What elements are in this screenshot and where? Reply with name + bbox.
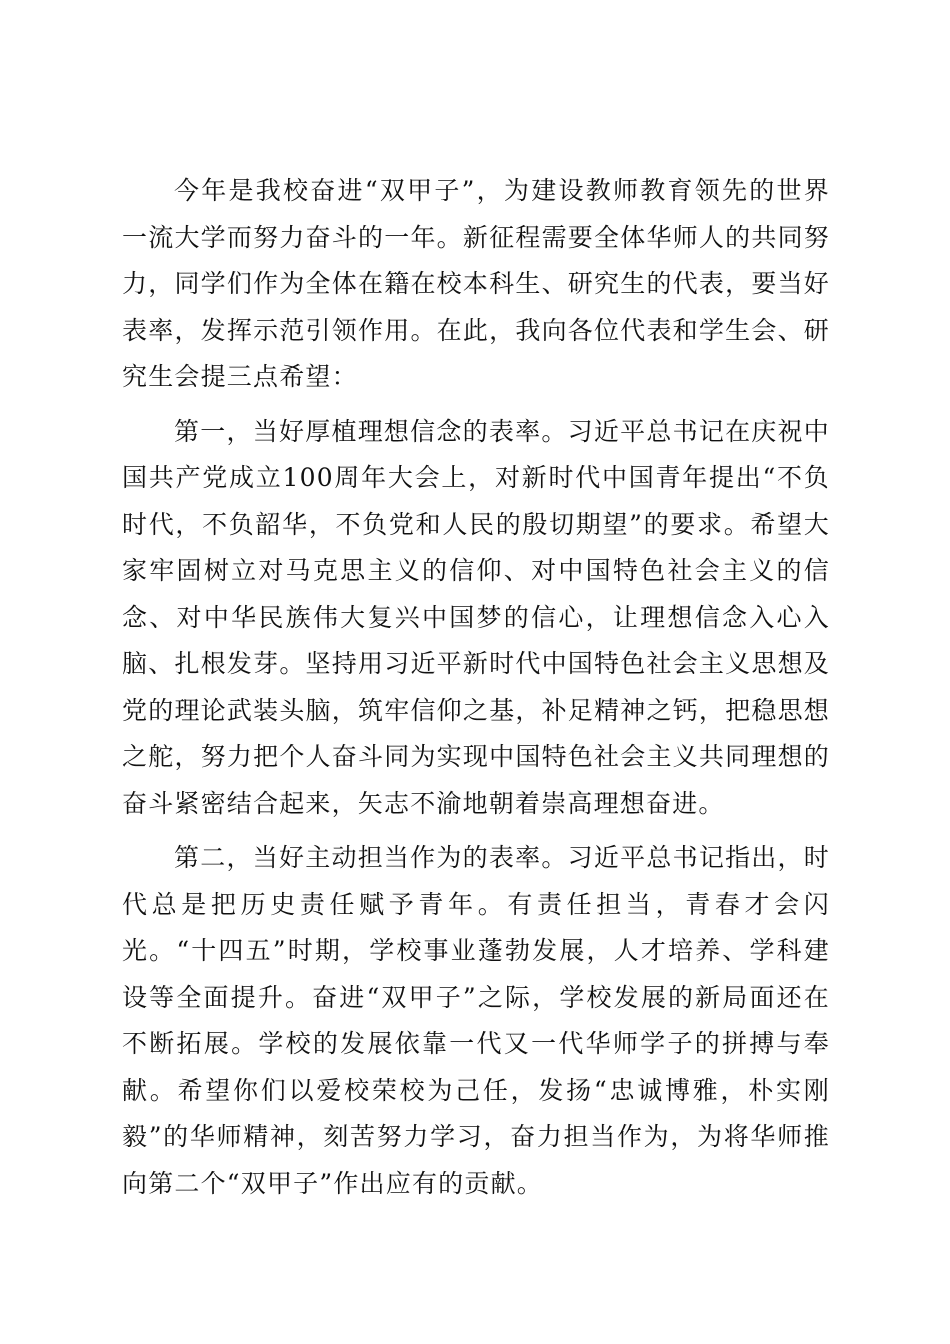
paragraph-second-hope: 第二，当好主动担当作为的表率。习近平总书记指出，时代总是把历史责任赋予青年。有责任担当，青春才会闪光。“十四五”时期，学校事业蓬勃发展，人才培养、学科建设等全面提升。奋进“双甲子”之际，学校发展的新局面还在不断拓展。学校的发展依靠一代又一代华师学子的拼搏与奉献。希望你们以爱校荣校为己任，发扬“忠诚博雅，朴实刚毅”的华师精神，刻苦努力学习，奋力担当作为，为将华师推向第二个“双甲子”作出应有的贡献。 xyxy=(122,843,830,1198)
paragraph-intro: 今年是我校奋进“双甲子”，为建设教师教育领先的世界一流大学而努力奋斗的一年。新征程需要全体华师人的共同努力，同学们作为全体在籍在校本科生、研究生的代表，要当好表率，发挥示范引领作用。在此，我向各位代表和学生会、研究生会提三点希望： xyxy=(122,176,830,391)
paragraph-first-hope: 第一，当好厚植理想信念的表率。习近平总书记在庆祝中国共产党成立100周年大会上，对新时代中国青年提出“不负时代，不负韶华，不负党和人民的殷切期望”的要求。希望大家牢固树立对马克思主义的信仰、对中国特色社会主义的信念、对中华民族伟大复兴中国梦的信心，让理想信念入心入脑、扎根发芽。坚持用习近平新时代中国特色社会主义思想及党的理论武装头脑，筑牢信仰之基，补足精神之钙，把稳思想之舵，努力把个人奋斗同为实现中国特色社会主义共同理想的奋斗紧密结合起来，矢志不渝地朝着崇高理想奋进。 xyxy=(122,416,830,818)
document-body xyxy=(122,168,830,1215)
